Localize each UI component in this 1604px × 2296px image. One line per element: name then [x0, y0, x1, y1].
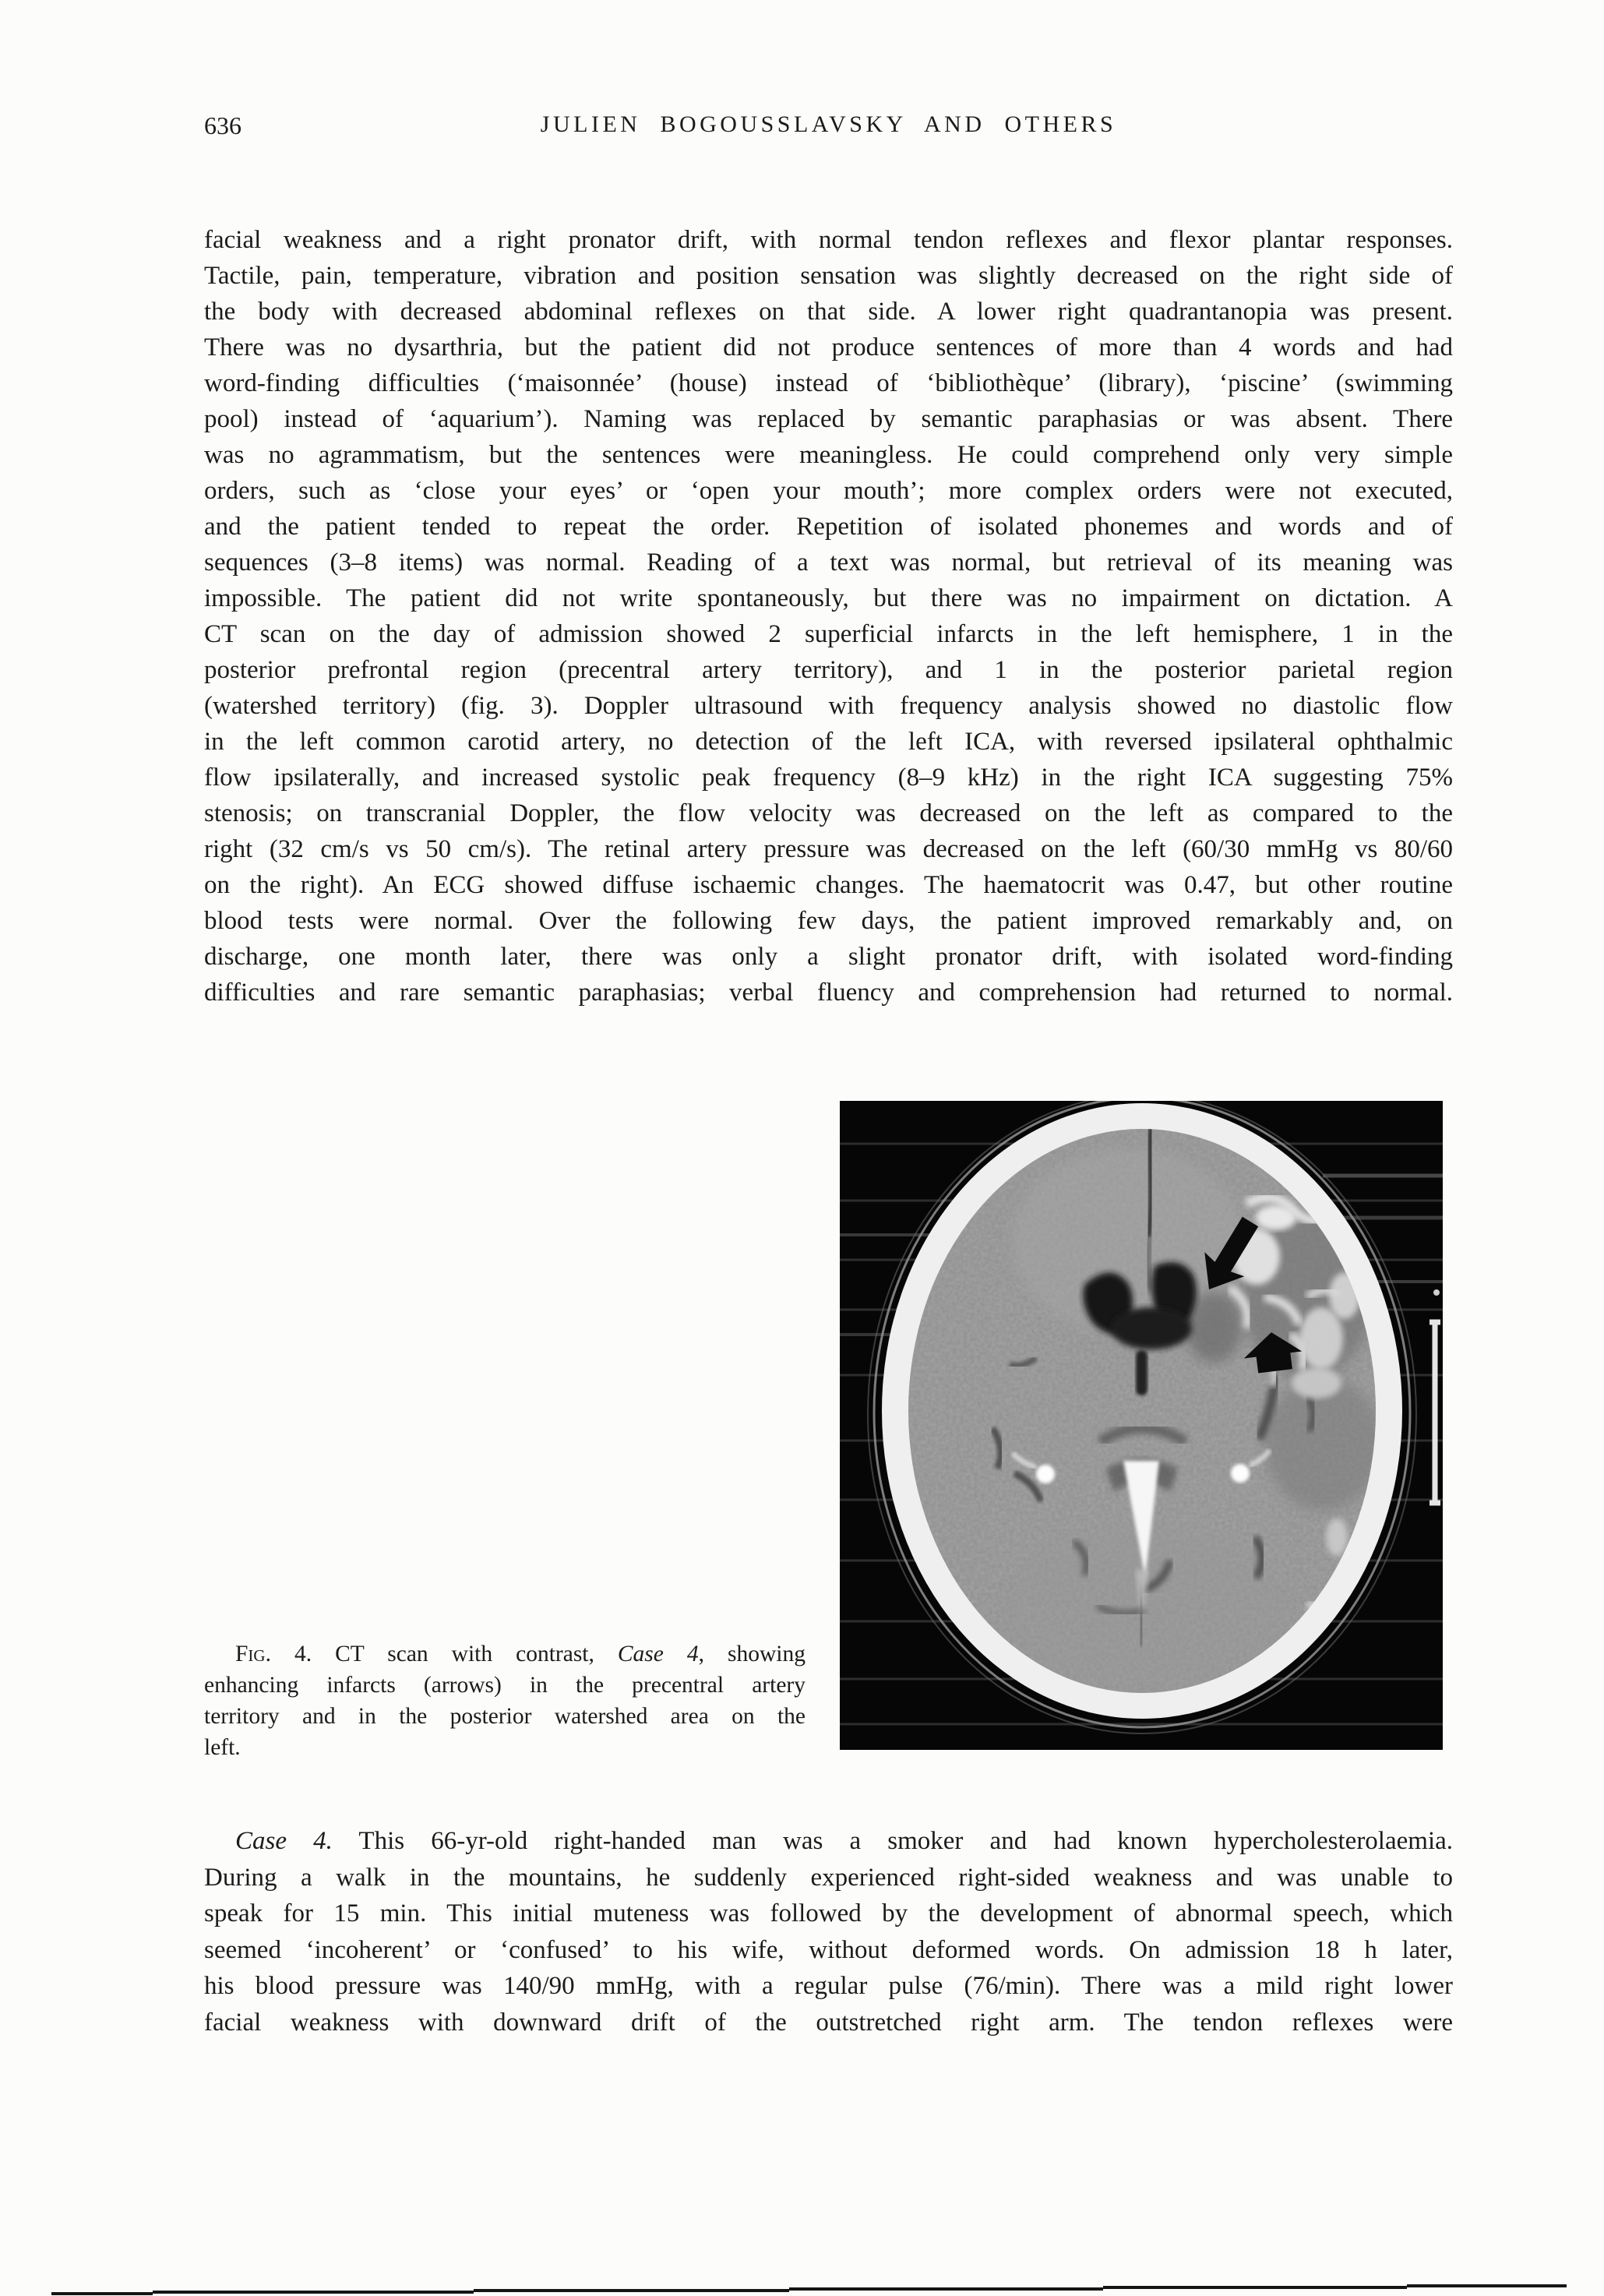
- text-line: on the right). An ECG showed diffuse ischaemic changes. The haematocrit was 0.47, but other routine: [204, 871, 1453, 899]
- text-line: Case 4. This 66-yr-old right-handed man was a smoker and had known hypercholesterolaemia.: [235, 1827, 1454, 1855]
- text-line: his blood pressure was 140/90 mmHg, with a regular pulse (76/min). There was a mild right lower: [204, 1972, 1453, 2000]
- text-line: speak for 15 min. This initial muteness was followed by the development of abnormal speech, which: [204, 1899, 1453, 1927]
- text-line: Tactile, pain, temperature, vibration and position sensation was slightly decreased on the right side of: [204, 262, 1453, 290]
- text-line: territory and in the posterior watershed area on the: [204, 1704, 806, 1729]
- ct-figure: [840, 1101, 1443, 1750]
- interhemispheric-fissure: [1148, 1124, 1151, 1237]
- case-paragraph: [204, 1823, 1453, 2040]
- scan-artifact-line: [474, 2289, 789, 2292]
- scan-artifact-line: [789, 2287, 1103, 2291]
- text-line: discharge, one month later, there was only a slight pronator drift, with isolated word-finding: [204, 943, 1453, 971]
- text-line: orders, such as ‘close your eyes’ or ‘open your mouth’; more complex orders were not executed,: [204, 477, 1453, 505]
- text-line: flow ipsilaterally, and increased systolic peak frequency (8–9 kHz) in the right ICA suggesting 75%: [204, 764, 1453, 792]
- text-line: left.: [204, 1735, 241, 1760]
- text-line: stenosis; on transcranial Doppler, the flow velocity was decreased on the left as compared to the: [204, 799, 1453, 827]
- text-line: in the left common carotid artery, no detection of the left ICA, with reversed ipsilateral ophthalmic: [204, 728, 1453, 756]
- scan-artifact-line: [153, 2291, 474, 2294]
- text-line: right (32 cm/s vs 50 cm/s). The retinal artery pressure was decreased on the left (60/30 mmHg vs 80/60: [204, 835, 1453, 863]
- scan-artifact-line: [1103, 2286, 1407, 2289]
- text-line: posterior prefrontal region (precentral artery territory), and 1 in the posterior parietal region: [204, 656, 1453, 684]
- page-number: 636: [204, 111, 241, 139]
- text-line: facial weakness and a right pronator drift, with normal tendon reflexes and flexor plantar responses.: [204, 226, 1453, 254]
- text-line: and the patient tended to repeat the order. Repetition of isolated phonemes and words and of: [204, 513, 1453, 541]
- choroid-calcification-left: [1036, 1465, 1055, 1483]
- text-line: word-finding difficulties (‘maisonnée’ (house) instead of ‘bibliothèque’ (library), ‘piscine’ (swimming: [204, 369, 1453, 397]
- text-line: There was no dysarthria, but the patient did not produce sentences of more than 4 words and had: [204, 333, 1453, 362]
- scan-artifact-line: [1407, 2284, 1567, 2287]
- text-line: enhancing infarcts (arrows) in the precentral artery: [204, 1673, 806, 1698]
- text-line: seemed ‘incoherent’ or ‘confused’ to his wife, without deformed words. On admission 18 h later,: [204, 1935, 1453, 1964]
- scan-artifact-line: [51, 2292, 153, 2295]
- text-line: pool) instead of ‘aquarium’). Naming was replaced by semantic paraphasias or was absent. There: [204, 405, 1453, 433]
- body-paragraph: [204, 222, 1453, 1010]
- text-line: the body with decreased abdominal reflexes on that side. A lower right quadrantanopia was present.: [204, 298, 1453, 326]
- text-line: During a walk in the mountains, he suddenly experienced right-sided weakness and was unable to: [204, 1863, 1453, 1892]
- choroid-calcification-right: [1231, 1464, 1250, 1483]
- text-line: Fig. 4. CT scan with contrast, Case 4, showing: [235, 1642, 806, 1666]
- third-ventricle: [1136, 1350, 1147, 1395]
- figure-caption: [204, 1638, 806, 1763]
- text-line: sequences (3–8 items) was normal. Reading of a text was normal, but retrieval of its meaning was: [204, 548, 1453, 577]
- text-line: CT scan on the day of admission showed 2 superficial infarcts in the left hemisphere, 1 in the: [204, 620, 1453, 648]
- text-line: blood tests were normal. Over the following few days, the patient improved remarkably and, on: [204, 907, 1453, 935]
- text-line: impossible. The patient did not write spontaneously, but there was no impairment on dictation. A: [204, 584, 1453, 612]
- text-line: facial weakness with downward drift of the outstretched right arm. The tendon reflexes were: [204, 2008, 1453, 2037]
- text-line: (watershed territory) (fig. 3). Doppler ultrasound with frequency analysis showed no diastolic flow: [204, 692, 1453, 720]
- ct-scan-image: [840, 1101, 1443, 1750]
- text-line: was no agrammatism, but the sentences were meaningless. He could comprehend only very simple: [204, 441, 1453, 469]
- text-line: difficulties and rare semantic paraphasias; verbal fluency and comprehension had returned to normal.: [204, 979, 1453, 1007]
- running-head: JULIEN BOGOUSSLAVSKY AND OTHERS: [540, 111, 1117, 137]
